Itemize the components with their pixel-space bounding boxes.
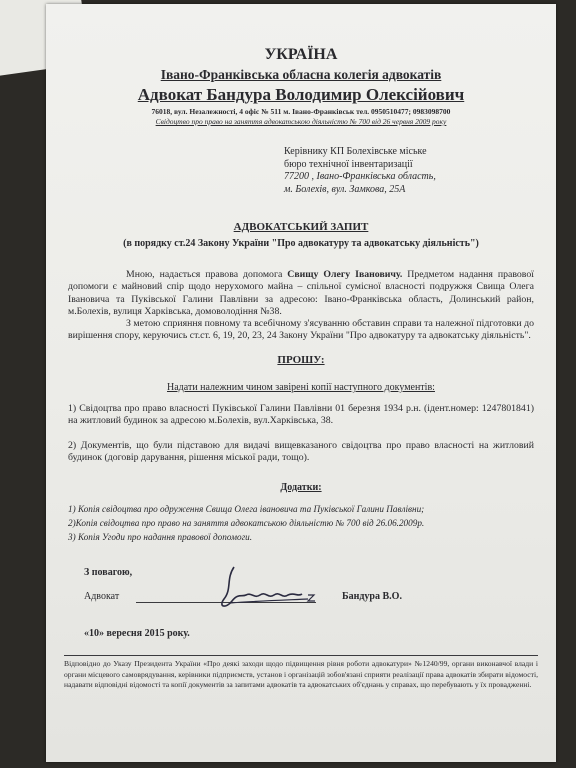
recipient-block (284, 146, 436, 196)
closing-name: Бандура В.О. (342, 591, 402, 602)
attachments-heading: Додатки: (280, 482, 322, 493)
p1-rest: Предметом надання правової допомоги є майновий спір щодо нерухомого майна – спільної сумісної власності подружжя Свища Олега Івановича та Пуківської Галини Павлівни за адресою: Івано-Франківська область, Долинський район, м.Болехів, вулиця Харківська, домоволодіння №38. (68, 269, 534, 317)
request-item-1: 1) Свідоцтва про право власності Пуківської Галини Павлівни 01 березня 1934 р.н. (ідент.номер: 1247801841) на житловий будинок за адресою м.Болехів, вул.Харківська, 38. (68, 403, 534, 427)
attachment-item: 3) Копія Угоди про надання правової допомоги. (68, 532, 253, 542)
document-sheet (46, 4, 556, 762)
request-item-2: 2) Документів, що були підставою для видачі вищевказаного свідоцтва про право власності на житловий будинок (договір дарування, рішення міської ради, тощо). (68, 440, 534, 464)
certificate-line: Свідоцтво про право на заняття адвокатською діяльністю № 700 від 26 червня 2009 року (155, 117, 447, 126)
closing-regards: З повагою, (84, 567, 133, 578)
document-subtitle: (в порядку ст.24 Закону України "Про адвокатуру та адвокатську діяльність") (123, 238, 479, 249)
closing-role: Адвокат (84, 591, 120, 602)
request-intro: Надати належним чином завірені копії наступного документів: (167, 382, 435, 393)
closing-date: «10» вересня 2015 року. (84, 628, 190, 639)
footer-divider (64, 655, 538, 656)
recipient-line: Керівнику КП Болехівське міське (284, 146, 427, 157)
address-line: 76018, вул. Незалежності, 4 офіс № 511 м. Івано-Франківськ тел. 0950510477; 0983098700 (151, 107, 451, 116)
country-heading: УКРАЇНА (264, 46, 338, 63)
attachment-item: 2)Копія свідоцтва про право на заняття адвокатською діяльністю № 700 від 26.06.2009р. (68, 518, 425, 528)
paragraph-1 (68, 269, 534, 318)
request-heading: ПРОШУ: (277, 354, 325, 366)
recipient-line: бюро технічної інвентаризації (284, 158, 413, 170)
recipient-line: 77200 , Івано-Франківська область, (284, 171, 436, 182)
collegium-heading: Івано-Франківська обласна колегія адвокатів (160, 67, 442, 82)
p1-start: Мною, надається правова допомога (126, 269, 288, 280)
lawyer-heading: Адвокат Бандура Володимир Олексійович (137, 85, 465, 104)
client-name: Свищу Олегу Івановичу. (287, 269, 403, 280)
document-title: АДВОКАТСЬКИЙ ЗАПИТ (233, 221, 369, 233)
attachments-list (68, 502, 424, 544)
attachment-item: 1) Копія свідоцтва про одруження Свища Олега івановича та Пуківської Галини Павлівни; (68, 504, 425, 514)
recipient-line: м. Болехів, вул. Замкова, 25А (284, 183, 406, 195)
paragraph-2: З метою сприяння повному та всебічному з'ясуванню обставин справи та належної підготовки до вирішення спору, керуючись ст.ст. 6, 19, 20, 23, 24 Закону України "Про адвокатуру та адвокатську діяльність". (68, 318, 534, 342)
handwritten-signature (196, 559, 336, 619)
footer-note: Відповідно до Указу Президента України «Про деякі заходи щодо підвищення рівня роботи адвокатури» №1240/99, органи виконавчої влади і органи місцевого самоврядування, керівники підприємств, установ і організацій зобов'язані сприяти реалізації права адвокатів збирати відомості, надавати відповідні відомості та копії документів за запитами адвокатів та адвокатських об'єднань у справах, що перебувають у їх провадженні. (64, 659, 538, 689)
